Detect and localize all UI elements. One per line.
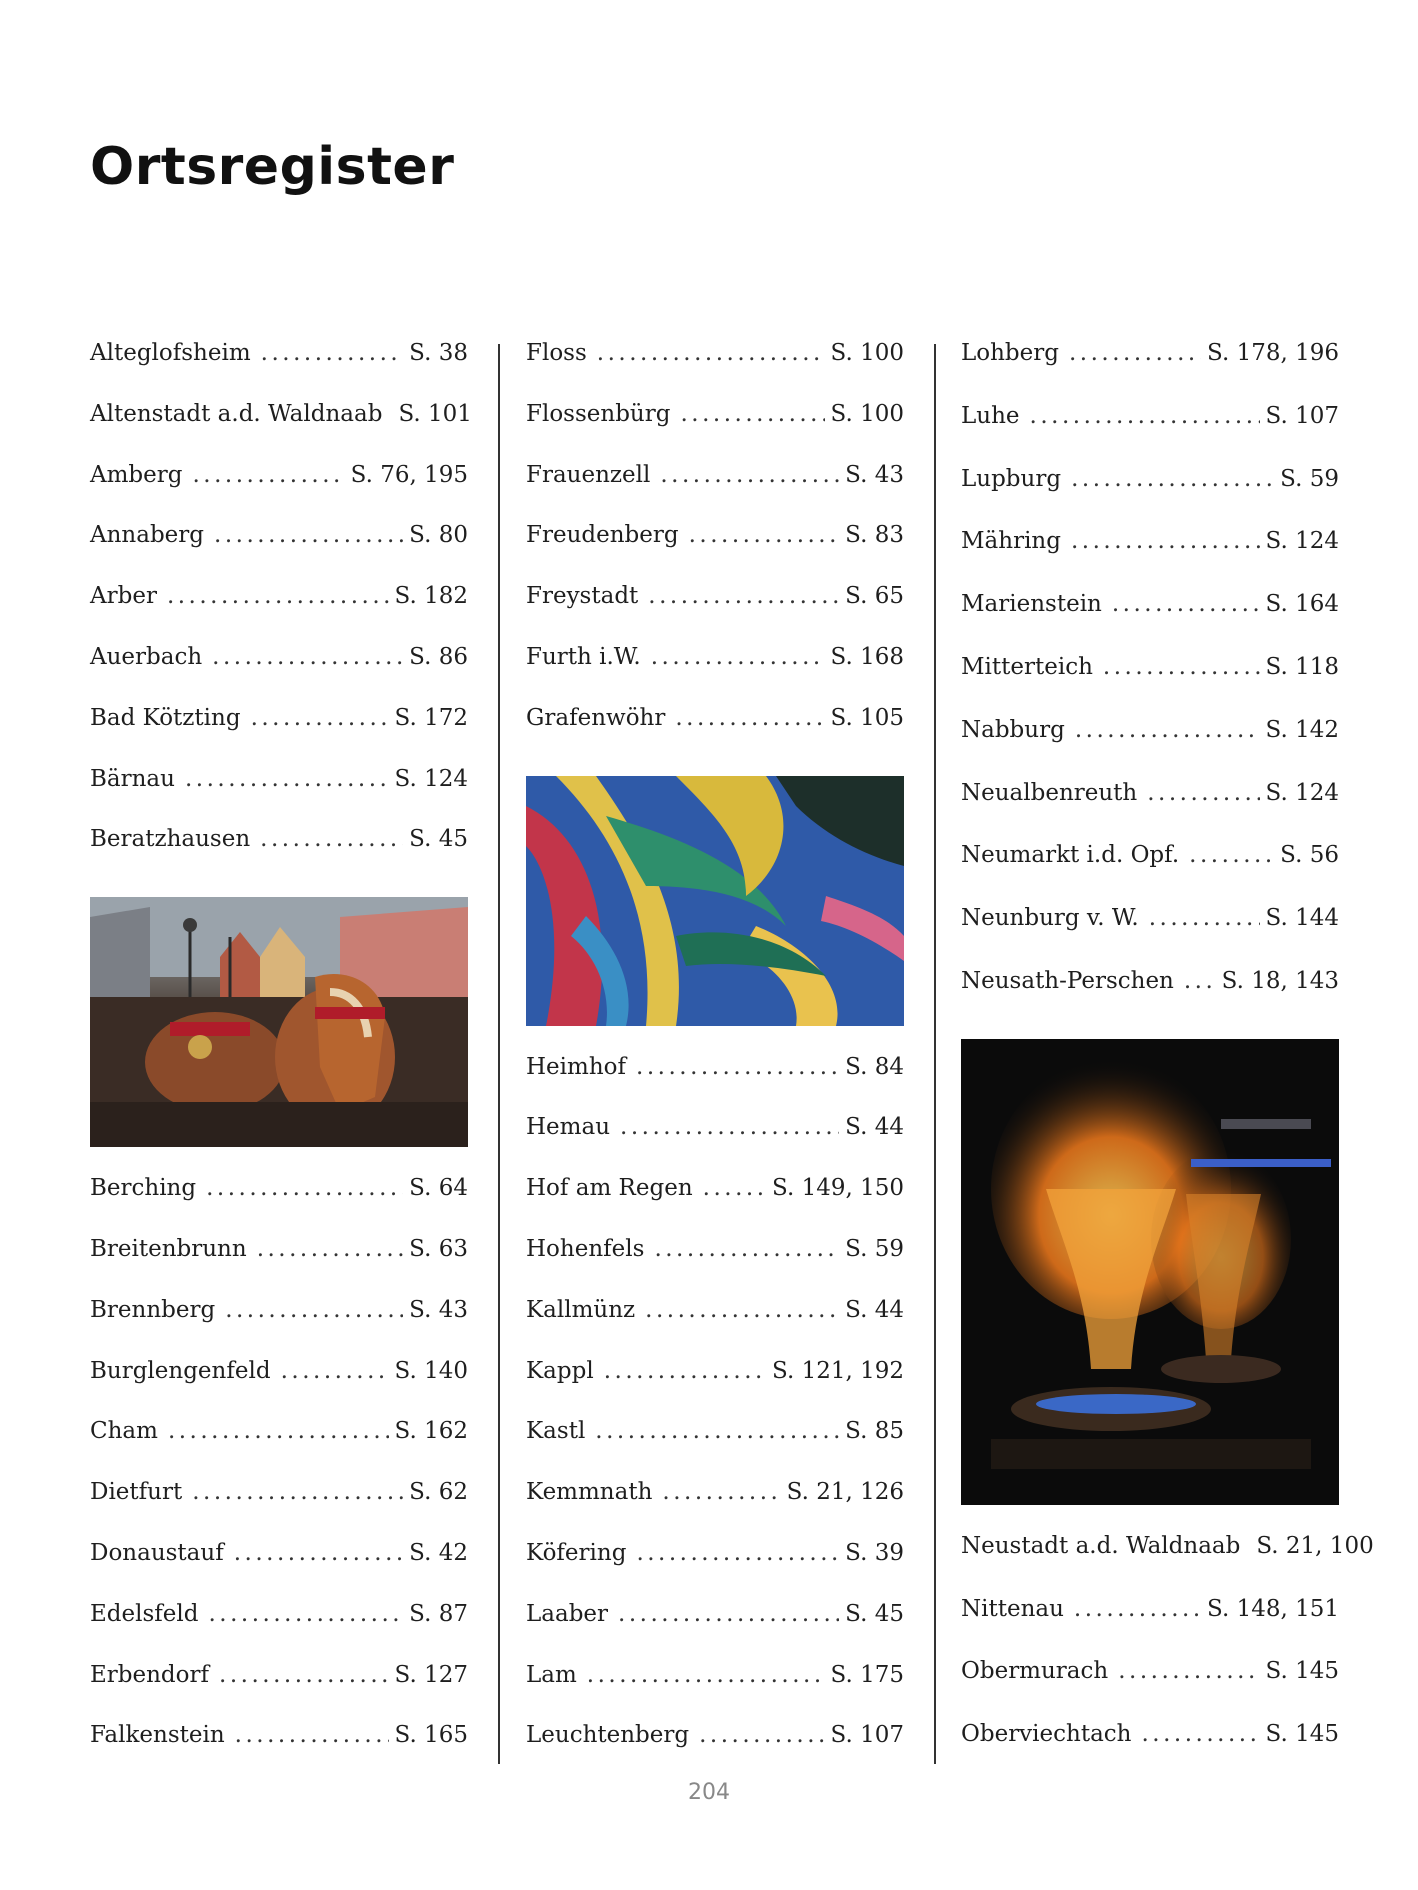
page-reference: S. 38 xyxy=(409,340,468,366)
index-entry xyxy=(90,332,468,393)
dot-leader xyxy=(257,1228,403,1270)
index-entry xyxy=(526,514,904,575)
index-entry xyxy=(90,454,468,515)
index-entry xyxy=(961,834,1339,897)
index-entry xyxy=(90,393,472,454)
dot-leader xyxy=(167,575,389,617)
page-reference: S. 59 xyxy=(845,1235,904,1262)
page-reference: S. 80 xyxy=(409,522,468,549)
page-reference: S. 44 xyxy=(845,1296,904,1323)
dot-leader xyxy=(680,393,824,435)
index-entry xyxy=(526,1532,904,1593)
place-name: Nabburg xyxy=(961,716,1065,743)
place-name: Kemmnath xyxy=(526,1479,653,1506)
place-name: Breitenbrunn xyxy=(90,1235,247,1262)
dot-leader xyxy=(219,1654,389,1696)
index-entry xyxy=(526,1410,904,1471)
entry-list xyxy=(526,332,904,758)
dot-leader xyxy=(214,514,403,556)
index-entry xyxy=(526,1228,904,1289)
page-reference: S. 86 xyxy=(409,643,468,670)
page-reference: S. 42 xyxy=(409,1539,468,1566)
dot-leader xyxy=(192,454,344,496)
place-name: Auerbach xyxy=(90,643,203,670)
dot-leader xyxy=(689,514,840,556)
index-entry xyxy=(90,1410,468,1471)
index-entry xyxy=(90,758,468,819)
page-reference: S. 45 xyxy=(409,826,468,853)
place-name: Luhe xyxy=(961,402,1020,429)
page-reference: S. 59 xyxy=(1280,465,1339,492)
page-number: 204 xyxy=(688,1780,730,1805)
index-entry xyxy=(90,1471,468,1532)
place-name: Bad Kötzting xyxy=(90,704,241,731)
dot-leader xyxy=(185,758,389,800)
entry-list xyxy=(961,1525,1374,1776)
place-name: Bärnau xyxy=(90,765,175,792)
index-entry xyxy=(961,709,1339,772)
place-name: Amberg xyxy=(90,461,183,488)
dot-leader xyxy=(1184,960,1216,1002)
page-reference: S. 21, 100 xyxy=(1256,1532,1374,1559)
page-title: Ortsregister xyxy=(90,137,455,197)
index-entry xyxy=(526,454,904,515)
place-name: Neunburg v. W. xyxy=(961,905,1139,932)
index-entry xyxy=(961,1713,1339,1776)
page-reference: S. 101 xyxy=(398,400,472,427)
index-entry xyxy=(90,1532,468,1593)
column-divider xyxy=(498,344,500,1764)
page-reference: S. 39 xyxy=(845,1539,904,1566)
dot-leader xyxy=(1118,1650,1259,1692)
page-reference: S. 43 xyxy=(845,461,904,488)
index-entry xyxy=(526,1654,904,1715)
place-name: Oberviechtach xyxy=(961,1721,1132,1748)
dot-leader xyxy=(675,697,824,739)
page-reference: S. 172 xyxy=(394,704,468,731)
place-name: Freudenberg xyxy=(526,522,679,549)
place-name: Leuchtenberg xyxy=(526,1722,690,1749)
page-reference: S. 144 xyxy=(1265,905,1339,932)
place-name: Grafenwöhr xyxy=(526,704,666,731)
place-name: Freystadt xyxy=(526,583,639,610)
page-reference: S. 145 xyxy=(1265,1658,1339,1685)
page-reference: S. 76, 195 xyxy=(350,461,468,488)
index-entry xyxy=(526,393,904,454)
place-name: Kallmünz xyxy=(526,1296,636,1323)
dot-leader xyxy=(597,332,825,374)
page-reference: S. 168 xyxy=(830,643,904,670)
page-reference: S. 148, 151 xyxy=(1207,1595,1339,1622)
page-reference: S. 62 xyxy=(409,1479,468,1506)
page-reference: S. 85 xyxy=(845,1418,904,1445)
page-reference: S. 18, 143 xyxy=(1221,967,1339,994)
dot-leader xyxy=(648,575,839,617)
dot-leader xyxy=(1069,332,1201,374)
place-name: Neustadt a.d. Waldnaab xyxy=(961,1532,1241,1559)
index-entry xyxy=(90,575,468,636)
dot-leader xyxy=(209,1593,404,1635)
place-name: Hohenfels xyxy=(526,1235,645,1262)
dot-leader xyxy=(1071,520,1260,562)
dot-leader xyxy=(662,1471,780,1513)
dot-leader xyxy=(1074,1588,1201,1630)
page-reference: S. 56 xyxy=(1280,842,1339,869)
horses-illustration xyxy=(90,897,468,1147)
index-entry xyxy=(961,395,1339,458)
page-reference: S. 182 xyxy=(394,583,468,610)
index-entry xyxy=(90,514,468,575)
place-name: Hemau xyxy=(526,1114,611,1141)
place-name: Mitterteich xyxy=(961,653,1093,680)
place-name: Beratzhausen xyxy=(90,826,251,853)
index-entry xyxy=(961,583,1339,646)
entry-list xyxy=(90,1167,468,1775)
index-entry xyxy=(526,1350,904,1411)
place-name: Köfering xyxy=(526,1539,627,1566)
photo-glass-flames xyxy=(961,1039,1339,1505)
column-divider xyxy=(934,344,936,1764)
index-entry xyxy=(961,960,1339,1023)
place-name: Burglengenfeld xyxy=(90,1357,271,1384)
dot-leader xyxy=(251,697,389,739)
place-name: Lohberg xyxy=(961,340,1059,366)
page-reference: S. 149, 150 xyxy=(772,1175,904,1202)
page-reference: S. 43 xyxy=(409,1296,468,1323)
dot-leader xyxy=(1142,1713,1260,1755)
place-name: Flossenbürg xyxy=(526,400,671,427)
photo-horses-festival xyxy=(90,897,468,1147)
index-entry xyxy=(526,1714,904,1775)
index-entry xyxy=(526,697,904,758)
dot-leader xyxy=(1112,583,1260,625)
index-entry xyxy=(90,1654,468,1715)
page-reference: S. 124 xyxy=(1265,779,1339,806)
place-name: Falkenstein xyxy=(90,1722,225,1749)
page-reference: S. 21, 126 xyxy=(786,1479,904,1506)
dot-leader xyxy=(1103,646,1260,688)
index-entry xyxy=(526,636,904,697)
page-reference: S. 124 xyxy=(394,765,468,792)
index-column-1 xyxy=(90,332,472,1775)
page-reference: S. 124 xyxy=(1265,528,1339,555)
place-name: Dietfurt xyxy=(90,1479,183,1506)
place-name: Laaber xyxy=(526,1600,609,1627)
page-reference: S. 87 xyxy=(409,1600,468,1627)
page-reference: S. 118 xyxy=(1265,653,1339,680)
index-entry xyxy=(961,1588,1339,1651)
entry-list xyxy=(90,332,472,879)
index-entry xyxy=(90,1289,468,1350)
index-entry xyxy=(90,818,468,879)
page-reference: S. 100 xyxy=(830,340,904,366)
index-entry xyxy=(526,332,904,393)
page-reference: S. 100 xyxy=(830,400,904,427)
index-entry xyxy=(961,332,1339,395)
page-reference: S. 63 xyxy=(409,1235,468,1262)
dot-leader xyxy=(651,636,825,678)
place-name: Lam xyxy=(526,1661,577,1688)
index-entry xyxy=(526,1167,904,1228)
page-reference: S. 162 xyxy=(394,1418,468,1445)
dot-leader xyxy=(235,1714,389,1756)
page-reference: S. 83 xyxy=(845,522,904,549)
place-name: Neualbenreuth xyxy=(961,779,1138,806)
dot-leader xyxy=(618,1593,839,1635)
dot-leader xyxy=(595,1410,839,1452)
page-reference: S. 178, 196 xyxy=(1207,340,1339,366)
dot-leader xyxy=(1189,834,1274,876)
page-reference: S. 164 xyxy=(1265,591,1339,618)
index-entry xyxy=(961,1650,1339,1713)
dot-leader xyxy=(703,1167,766,1209)
place-name: Neusath-Perschen xyxy=(961,967,1174,994)
entry-list xyxy=(961,332,1339,1023)
place-name: Floss xyxy=(526,340,587,366)
place-name: Arber xyxy=(90,583,157,610)
dot-leader xyxy=(636,1532,839,1574)
index-entry xyxy=(90,697,468,758)
index-entry xyxy=(90,1228,468,1289)
place-name: Neumarkt i.d. Opf. xyxy=(961,842,1180,869)
index-entry xyxy=(90,1167,468,1228)
place-name: Erbendorf xyxy=(90,1661,210,1688)
index-entry xyxy=(526,1289,904,1350)
index-entry xyxy=(90,1714,468,1775)
dot-leader xyxy=(636,1046,839,1088)
index-column-3 xyxy=(961,332,1374,1776)
photo-maypole-ribbons xyxy=(526,776,904,1026)
page-reference: S. 107 xyxy=(1265,402,1339,429)
index-entry xyxy=(90,1350,468,1411)
dot-leader xyxy=(206,1167,403,1209)
index-column-2 xyxy=(526,332,904,1775)
place-name: Kastl xyxy=(526,1418,586,1445)
glass-flame-illustration xyxy=(961,1039,1339,1505)
place-name: Obermurach xyxy=(961,1658,1109,1685)
dot-leader xyxy=(192,1471,403,1513)
place-name: Edelsfeld xyxy=(90,1600,199,1627)
dot-leader xyxy=(587,1654,825,1696)
dot-leader xyxy=(1149,897,1260,939)
page-reference: S. 64 xyxy=(409,1175,468,1202)
page-reference: S. 175 xyxy=(830,1661,904,1688)
place-name: Furth i.W. xyxy=(526,643,641,670)
dot-leader xyxy=(645,1289,839,1331)
index-entry xyxy=(961,458,1339,521)
dot-leader xyxy=(699,1714,824,1756)
index-entry xyxy=(526,1046,904,1107)
index-entry xyxy=(961,520,1339,583)
dot-leader xyxy=(168,1410,389,1452)
page-reference: S. 127 xyxy=(394,1661,468,1688)
place-name: Berching xyxy=(90,1175,197,1202)
place-name: Donaustauf xyxy=(90,1539,224,1566)
dot-leader xyxy=(281,1350,389,1392)
entry-list xyxy=(526,1046,904,1776)
page-reference: S. 45 xyxy=(845,1600,904,1627)
page-reference: S. 145 xyxy=(1265,1721,1339,1748)
place-name: Frauenzell xyxy=(526,461,651,488)
dot-leader xyxy=(1075,709,1260,751)
place-name: Altenstadt a.d. Waldnaab xyxy=(90,400,383,427)
ribbons-illustration xyxy=(526,776,904,1026)
place-name: Cham xyxy=(90,1418,158,1445)
place-name: Nittenau xyxy=(961,1595,1064,1622)
index-entry xyxy=(526,575,904,636)
index-entry xyxy=(90,636,468,697)
dot-leader xyxy=(212,636,403,678)
page-reference: S. 107 xyxy=(830,1722,904,1749)
place-name: Brennberg xyxy=(90,1296,216,1323)
page-reference: S. 105 xyxy=(830,704,904,731)
index-entry xyxy=(526,1471,904,1532)
dot-leader xyxy=(225,1289,403,1331)
dot-leader xyxy=(660,454,839,496)
place-name: Hof am Regen xyxy=(526,1175,693,1202)
page-reference: S. 121, 192 xyxy=(772,1357,904,1384)
index-entry xyxy=(526,1106,904,1167)
page-reference: S. 165 xyxy=(394,1722,468,1749)
dot-leader xyxy=(1030,395,1260,437)
place-name: Lupburg xyxy=(961,465,1062,492)
page-reference: S. 140 xyxy=(394,1357,468,1384)
place-name: Annaberg xyxy=(90,522,205,549)
page-reference: S. 65 xyxy=(845,583,904,610)
index-entry xyxy=(961,646,1339,709)
place-name: Marienstein xyxy=(961,591,1102,618)
place-name: Alteglofsheim xyxy=(90,340,251,366)
dot-leader xyxy=(261,332,404,374)
dot-leader xyxy=(1147,772,1259,814)
dot-leader xyxy=(260,818,403,860)
index-entry xyxy=(961,772,1339,835)
place-name: Kappl xyxy=(526,1357,594,1384)
place-name: Mähring xyxy=(961,528,1061,555)
index-entry xyxy=(90,1593,468,1654)
page-reference: S. 44 xyxy=(845,1114,904,1141)
dot-leader xyxy=(604,1350,766,1392)
place-name: Heimhof xyxy=(526,1053,627,1080)
index-entry xyxy=(961,897,1339,960)
page-reference: S. 84 xyxy=(845,1053,904,1080)
index-entry xyxy=(526,1593,904,1654)
dot-leader xyxy=(1071,458,1274,500)
dot-leader xyxy=(234,1532,403,1574)
index-entry xyxy=(961,1525,1374,1588)
dot-leader xyxy=(654,1228,839,1270)
dot-leader xyxy=(620,1106,839,1148)
page-reference: S. 142 xyxy=(1265,716,1339,743)
